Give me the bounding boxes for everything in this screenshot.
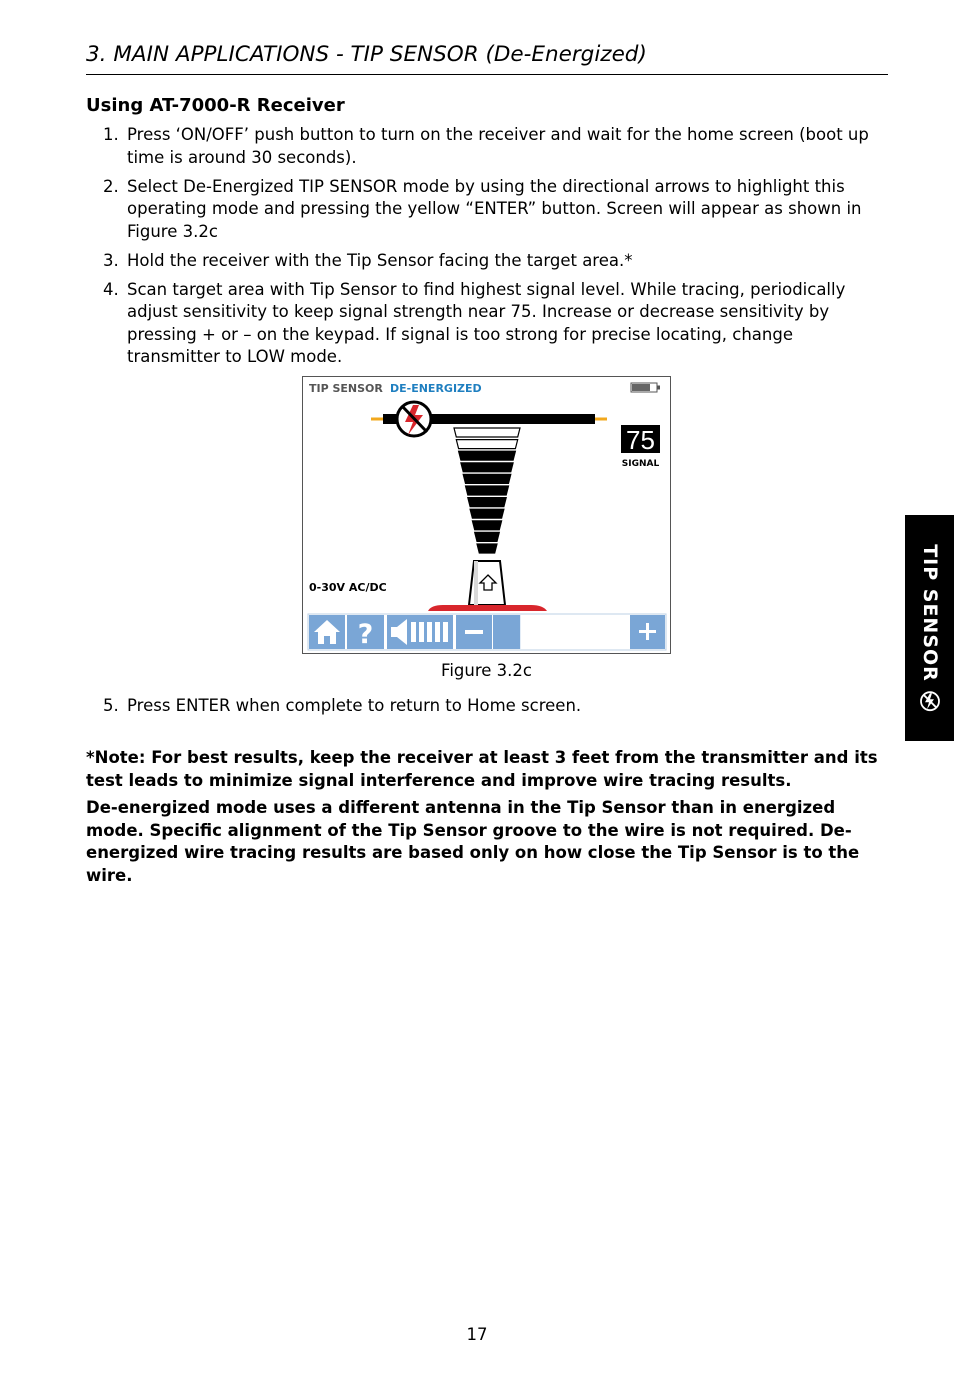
step-text: Press ‘ON/OFF’ push button to turn on the receiver and wait for the home screen (boot up time is around 30 seconds).	[127, 125, 869, 167]
mode-sublabel: DE-ENERGIZED	[390, 382, 482, 395]
tip-sensor-graphic	[428, 561, 547, 611]
volume-button[interactable]	[387, 615, 453, 649]
signal-bar	[456, 440, 517, 449]
page-header	[86, 40, 888, 75]
instruction-list	[86, 124, 888, 375]
side-tab-label: TIP SENSOR	[918, 544, 941, 682]
minus-icon	[465, 630, 483, 634]
list-item	[86, 176, 888, 244]
signal-bar	[463, 474, 511, 483]
no-voltage-icon	[919, 690, 941, 712]
list-item	[86, 279, 888, 369]
signal-bar	[459, 451, 516, 460]
sensitivity-decrease-button[interactable]	[456, 615, 492, 649]
section-side-tab	[905, 515, 954, 741]
help-button[interactable]	[347, 615, 384, 650]
step-text: Hold the receiver with the Tip Sensor facing the target area.*	[127, 250, 633, 270]
instruction-list-continued	[86, 695, 888, 724]
signal-bar	[454, 428, 520, 437]
signal-bar	[475, 532, 500, 541]
figure-caption: Figure 3.2c	[441, 661, 532, 680]
help-icon: ?	[357, 619, 374, 650]
voltage-range-label: 0-30V AC/DC	[309, 581, 387, 594]
sensitivity-increase-button[interactable]	[630, 615, 665, 649]
step-number: 2.	[103, 176, 119, 196]
battery-icon	[631, 383, 660, 392]
note-text: De-energized mode uses a different antenna in the Tip Sensor than in energized mode. Specific alignment of the Tip Sensor groove to the wire is not required. De-energized wire tracing results are based only on how close the Tip Sensor is to the wire.	[86, 798, 860, 885]
note-text: *Note: For best results, keep the receiver at least 3 feet from the transmitter and its test leads to minimize signal interference and improve wire tracing results.	[86, 748, 878, 790]
page-title: 3. MAIN APPLICATIONS - TIP SENSOR (De-Energized)	[86, 42, 647, 67]
no-voltage-icon	[397, 402, 431, 436]
sensitivity-bar	[493, 615, 629, 649]
step-number: 1.	[103, 125, 119, 144]
signal-display	[621, 425, 660, 469]
signal-bar	[472, 521, 501, 530]
step-text: Press ENTER when complete to return to Home screen.	[127, 696, 582, 715]
step-text: Select De-Energized TIP SENSOR mode by using the directional arrows to highlight this operating mode and pressing the yellow “ENTER” button. Screen will appear as shown in Figure 3.2c	[127, 176, 862, 241]
step-number: 3.	[103, 250, 119, 270]
step-number: 5.	[103, 696, 119, 715]
list-item	[86, 124, 888, 169]
signal-strength-cone	[454, 428, 520, 553]
signal-bar	[468, 498, 506, 507]
section-heading: Using AT-7000-R Receiver	[86, 95, 345, 116]
step-text: Scan target area with Tip Sensor to find highest signal level. While tracing, periodically adjust sensitivity to keep signal strength near 75. Increase or decrease sensitivity by pressing + or – on the keypad. If signal is too strong for precise locating, change transmitter to LOW mode.	[127, 279, 846, 366]
home-button[interactable]	[309, 615, 345, 649]
mode-label: TIP SENSOR	[309, 382, 383, 395]
page-number: 17	[466, 1325, 488, 1344]
toolbar	[308, 614, 666, 650]
list-item	[86, 695, 888, 718]
receiver-screen-figure	[302, 376, 671, 654]
list-item	[86, 250, 888, 273]
step-number: 4.	[103, 279, 119, 299]
signal-bar	[470, 509, 504, 518]
signal-bar	[461, 463, 513, 472]
signal-value: 75	[626, 425, 655, 455]
signal-bar	[477, 544, 497, 553]
signal-label: SIGNAL	[621, 459, 660, 469]
signal-bar	[466, 486, 509, 495]
